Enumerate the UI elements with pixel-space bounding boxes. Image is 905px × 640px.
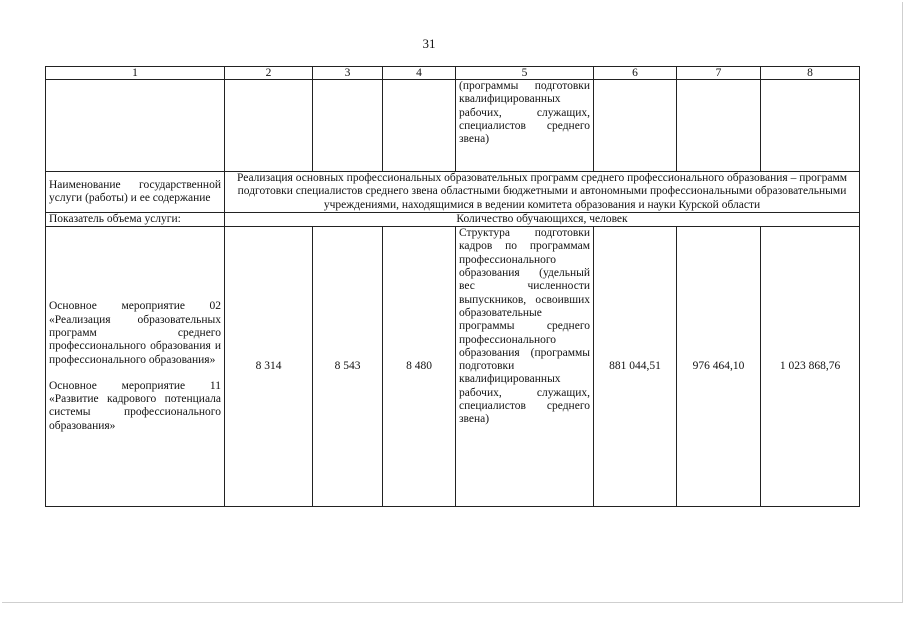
cell-empty	[761, 80, 860, 172]
continuation-text: (программы подготовки квалифицированных рабочих, служащих, специалистов среднего звена)	[456, 80, 594, 172]
value-col7: 976 464,10	[677, 227, 761, 507]
value-col6: 881 044,51	[594, 227, 677, 507]
value-col4: 8 480	[383, 227, 456, 507]
indicator-text: Структура подготовки кадров по программам профессионального образования (удельный вес численности выпускников, освоивших образовательные программы среднего профессионального образования (программы подготовки квалифицированных рабочих, служащих, специалистов среднего звена)	[456, 227, 594, 507]
column-number: 4	[383, 67, 456, 80]
service-name-row	[46, 172, 860, 213]
service-name-content: Реализация основных профессиональных образовательных программ среднего профессионального образования – программ подготовки специалистов среднего звена областными бюджетными и автономными профессиональными образовательными учреждениями, находящимися в ведении комитета образования и науки Курской области	[225, 172, 860, 213]
column-number-row	[46, 67, 860, 80]
page-number: 31	[422, 36, 436, 51]
cell-empty	[225, 80, 313, 172]
activity-11-text: Основное мероприятие 11 «Развитие кадрового потенциала системы профессионального образования»	[49, 379, 221, 432]
column-number: 7	[677, 67, 761, 80]
continuation-row	[46, 80, 860, 172]
activity-cell	[46, 227, 225, 507]
activity-02-text: Основное мероприятие 02 «Реализация образовательных программ среднего профессионального образования и профессионального образования»	[49, 300, 221, 366]
column-number: 1	[46, 67, 225, 80]
column-number: 2	[225, 67, 313, 80]
cell-empty	[313, 80, 383, 172]
column-number: 8	[761, 67, 860, 80]
volume-indicator-row	[46, 212, 860, 226]
cell-empty	[677, 80, 761, 172]
column-number: 3	[313, 67, 383, 80]
value-col3: 8 543	[313, 227, 383, 507]
cell-empty	[383, 80, 456, 172]
volume-indicator-label: Показатель объема услуги:	[46, 212, 225, 226]
value-col8: 1 023 868,76	[761, 227, 860, 507]
cell-empty	[46, 80, 225, 172]
column-number: 6	[594, 67, 677, 80]
column-number: 5	[456, 67, 594, 80]
budget-table	[45, 66, 860, 507]
volume-indicator-content: Количество обучающихся, человек	[225, 212, 860, 226]
value-col2: 8 314	[225, 227, 313, 507]
cell-empty	[594, 80, 677, 172]
service-name-label: Наименование государственной услуги (работы) и ее содержание	[46, 172, 225, 213]
data-row	[46, 227, 860, 507]
spacer	[49, 367, 221, 380]
